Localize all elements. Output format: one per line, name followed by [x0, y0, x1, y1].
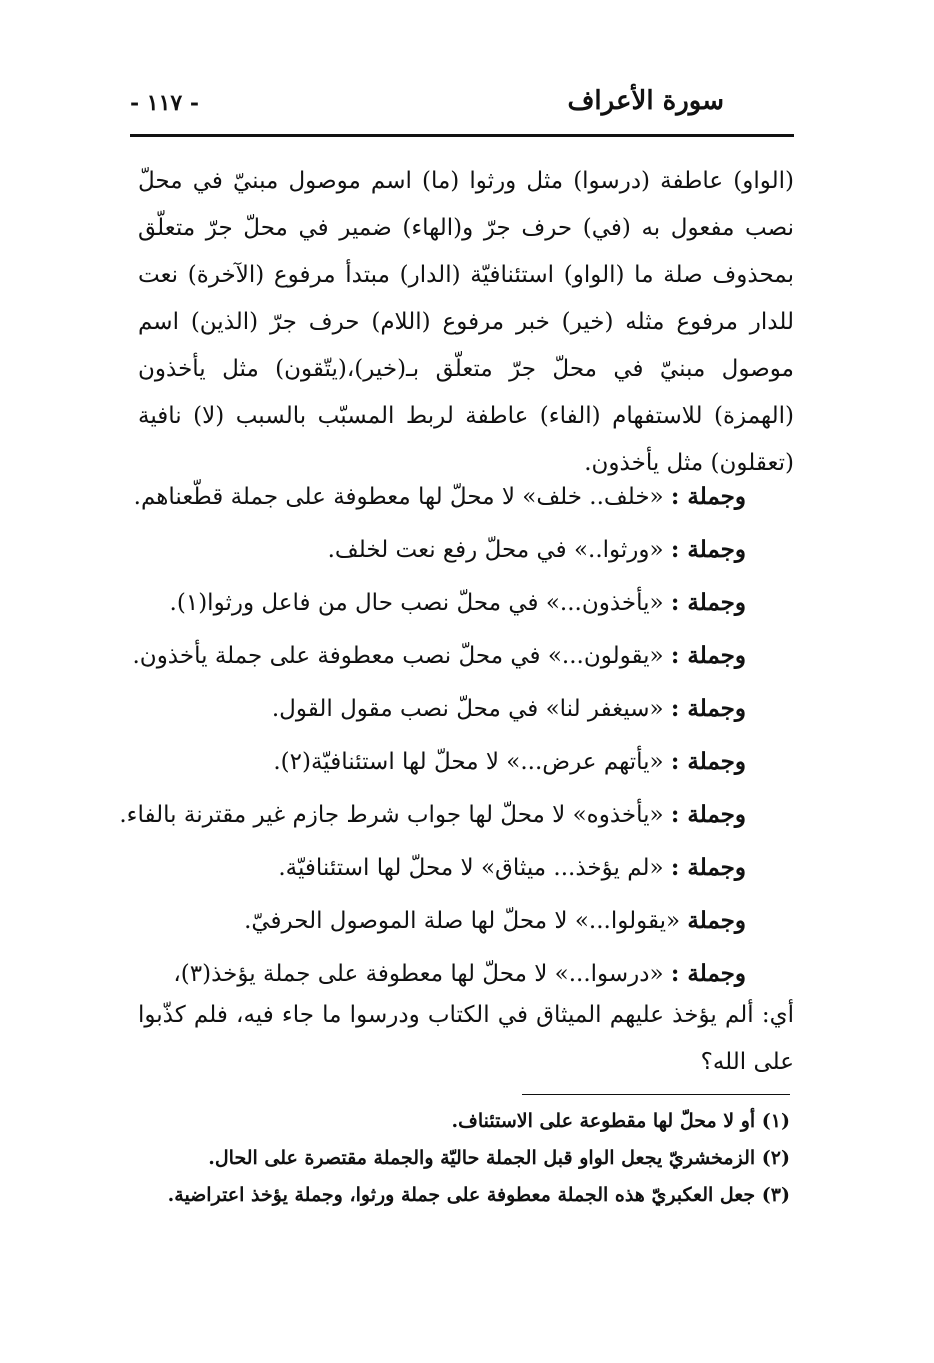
- sentence-label: وجملة :: [670, 960, 746, 987]
- sentence-item: [140, 523, 746, 576]
- sentence-item: [140, 894, 746, 947]
- sentence-item: [119, 788, 746, 841]
- sentence-label: وجملة :: [670, 589, 746, 616]
- sentence-list: [119, 470, 746, 1000]
- sentence-item: [140, 576, 746, 629]
- surah-title: سورة الأعراف: [567, 86, 724, 116]
- footnote-separator: [522, 1094, 790, 1095]
- sentence-text: «ورثوا..» في محلّ رفع نعت لخلف.: [327, 537, 664, 563]
- sentence-item: [133, 470, 746, 523]
- sentence-text: «سيغفر لنا» في محلّ نصب مقول القول.: [271, 696, 664, 722]
- closing-paragraph: أي: ألم يؤخذ عليهم الميثاق في الكتاب ودرسوا ما جاء فيه، فلم كذّبوا على الله؟: [138, 1002, 794, 1075]
- sentence-label: وجملة: [687, 907, 746, 934]
- sentence-item: [140, 735, 746, 788]
- sentence-label: وجملة :: [670, 748, 746, 775]
- sentence-text: «يأخذوه» لا محلّ لها جواب شرط جازم غير مقترنة بالفاء.: [119, 802, 664, 828]
- footnote-item: (٢) الزمخشريّ يجعل الواو قبل الجملة حاليّة والجملة مقتصرة على الحال.: [208, 1147, 790, 1169]
- sentence-label: وجملة :: [670, 695, 746, 722]
- sentence-label: وجملة :: [670, 801, 746, 828]
- sentence-text: «يأخذون...» في محلّ نصب حال من فاعل ورثوا(١).: [169, 590, 664, 616]
- sentence-text: «يأتهم عرض...» لا محلّ لها استئنافيّة(٢).: [273, 749, 664, 775]
- header-rule: [130, 134, 794, 137]
- footnote-item: (١) أو لا محلّ لها مقطوعة على الاستئناف.: [451, 1110, 790, 1132]
- sentence-text: «درسوا...» لا محلّ لها معطوفة على جملة يؤخذ(٣)،: [173, 961, 664, 987]
- footnote-list: [140, 1103, 790, 1214]
- sentence-label: وجملة :: [670, 854, 746, 881]
- sentence-text: «يقولون...» في محلّ نصب معطوفة على جملة يأخذون.: [132, 643, 664, 669]
- sentence-item: [140, 682, 746, 735]
- main-text: [138, 158, 794, 487]
- sentence-label: وجملة :: [670, 536, 746, 563]
- sentence-label: وجملة :: [670, 642, 746, 669]
- page-number: - ١١٧ -: [130, 90, 200, 116]
- sentence-item: [132, 629, 746, 682]
- footnote-item: (٣) جعل العكبريّ هذه الجملة معطوفة على جملة ورثوا، وجملة يؤخذ اعتراضية.: [167, 1184, 790, 1206]
- sentence-text: «يقولوا...» لا محلّ لها صلة الموصول الحرفيّ.: [244, 908, 681, 934]
- sentence-text: «لم يؤخذ... ميثاق» لا محلّ لها استئنافيّة.: [278, 855, 664, 881]
- sentence-label: وجملة :: [670, 483, 746, 510]
- page-header: [130, 78, 794, 138]
- sentence-text: «خلف.. خلف» لا محلّ لها معطوفة على جملة قطّعناهم.: [133, 484, 664, 510]
- intro-paragraph: (الواو) عاطفة (درسوا) مثل ورثوا (ما) اسم موصول مبنيّ في محلّ نصب مفعول به (في) حرف جرّ و(الهاء) ضمير في محلّ جرّ متعلّق بمحذوف صلة ما (الواو) استئنافيّة (الدار) مبتدأ مرفوع (الآخرة) نعت للدار مرفوع مثله (خير) خبر مرفوع (اللام) حرف جرّ (الذين) اسم موصول مبنيّ في محلّ جرّ متعلّق بـ(خير)،(يتّقون) مثل يأخذون (الهمزة) للاستفهام (الفاء) عاطفة لربط المسبّب بالسبب (لا) نافية (تعقلون) مثل يأخذون.: [138, 168, 794, 476]
- sentence-item: [140, 841, 746, 894]
